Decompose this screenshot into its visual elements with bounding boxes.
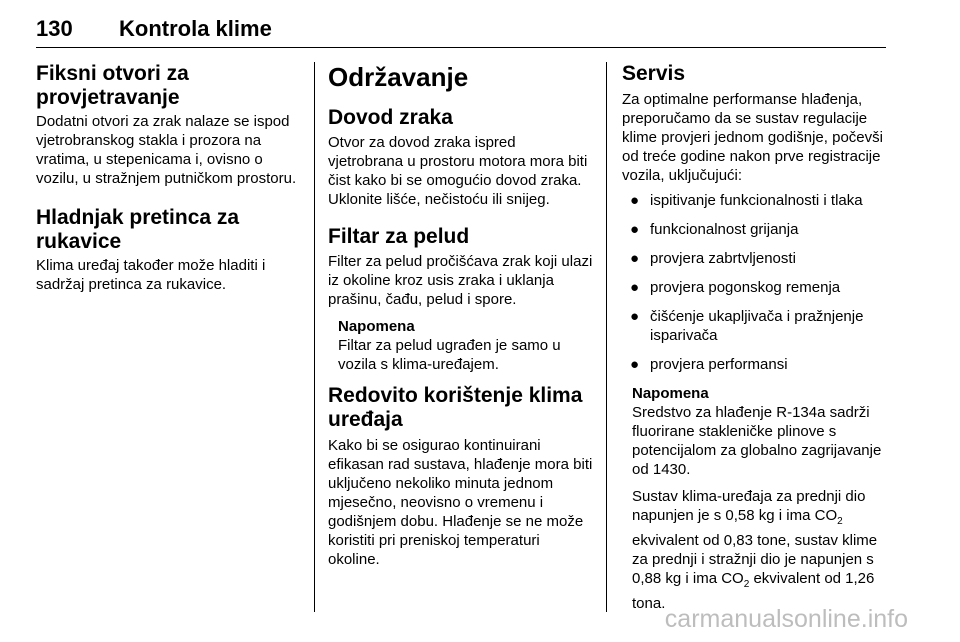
column-divider-1 xyxy=(314,62,315,612)
list-item: ● provjera zabrtvljenosti xyxy=(630,250,796,267)
list-item: ● provjera performansi xyxy=(630,356,788,373)
note-title: Napomena xyxy=(338,318,415,335)
bullet-icon: ● xyxy=(630,356,640,373)
paragraph-pollen-filter: Filter za pelud pročišćava zrak koji ulazi iz okoline kroz usis zraka i uklanja prašinu, čađu, pelud i spore. xyxy=(328,253,593,308)
note-text: Filtar za pelud ugrađen je samo u vozila s klima-uređajem. xyxy=(338,337,561,373)
bullet-icon: ● xyxy=(630,279,640,296)
column-middle xyxy=(328,62,593,569)
bullet-icon: ● xyxy=(630,250,640,267)
note-title: Napomena xyxy=(632,385,709,402)
column-right xyxy=(622,62,890,613)
bullet-icon: ● xyxy=(630,192,640,209)
section-heading-regular-use: Redovito korištenje klima uređaja xyxy=(328,384,583,431)
page-number: 130 xyxy=(36,16,73,41)
header-rule xyxy=(36,47,886,48)
main-heading-maintenance: Održavanje xyxy=(328,62,469,92)
bullet-icon: ● xyxy=(630,308,640,325)
paragraph-regular-use: Kako bi se osigurao kontinuirani efikasan rad sustava, hlađenje mora biti uključeno nekoliko minuta jednom mjesečno, neovisno o vremenu i godišnjem dobu. Hlađenje se ne može koristiti pri preniskoj temperaturi okoline. xyxy=(328,437,593,568)
section-heading-glovebox-cooler: Hladnjak pretinca za rukavice xyxy=(36,206,240,253)
list-item: ● ispitivanje funkcionalnosti i tlaka xyxy=(630,192,863,209)
paragraph-air-intake: Otvor za dovod zraka ispred vjetrobrana u prostoru motora mora biti čist kako bi se omogućio dovod zraka. Uklonite lišće, nečistoću ili snijeg. xyxy=(328,134,588,208)
note-refrigerant xyxy=(622,384,890,613)
section-heading-air-intake: Dovod zraka xyxy=(328,106,453,129)
note-text: Sredstvo za hlađenje R-134a sadrži fluorirane stakleničke plinove s potencijalom za globalno zagrijavanje od 1430. xyxy=(632,404,882,478)
note-pollen-filter xyxy=(328,317,593,374)
chapter-title: Kontrola klime xyxy=(119,16,272,41)
paragraph-refrigerant-charge: Sustav klima-uređaja za prednji dio napunjen je s 0,58 kg i ima $CO_2$ ekvivalent od 0,83 tone, sustav klime za prednji i stražnji dio je napunjen s 0,88 kg i ima $CO_2$ ekvivalent od 1,26 tona. xyxy=(632,488,878,612)
watermark: carmanualsonline.info xyxy=(664,605,908,633)
section-heading-pollen-filter: Filtar za pelud xyxy=(328,225,470,248)
section-heading-service: Servis xyxy=(622,62,686,85)
bullet-icon: ● xyxy=(630,221,640,238)
list-item: ● funkcionalnost grijanja xyxy=(630,221,799,238)
paragraph-glovebox-cooler: Klima uređaj također može hladiti i sadržaj pretinca za rukavice. xyxy=(36,257,266,293)
column-divider-2 xyxy=(606,62,607,612)
column-left xyxy=(36,62,304,294)
page-header xyxy=(36,0,886,48)
section-heading-fixed-vents: Fiksni otvori za provjetravanje xyxy=(36,62,189,109)
list-item: ● čišćenje ukapljivača i pražnjenje isparivača xyxy=(630,308,864,344)
service-checklist xyxy=(622,191,890,374)
paragraph-service-intro: Za optimalne performanse hlađenja, preporučamo da se sustav regulacije klime provjeri jednom godišnje, počevši od treće godine nakon prve registracije vozila, uključujući: xyxy=(622,91,883,184)
paragraph-fixed-vents: Dodatni otvori za zrak nalaze se ispod vjetrobranskog stakla i prozora na vratima, u stepenicama i, ovisno o vozilu, u stražnjem putničkom prostoru. xyxy=(36,113,297,187)
list-item: ● provjera pogonskog remenja xyxy=(630,279,841,296)
